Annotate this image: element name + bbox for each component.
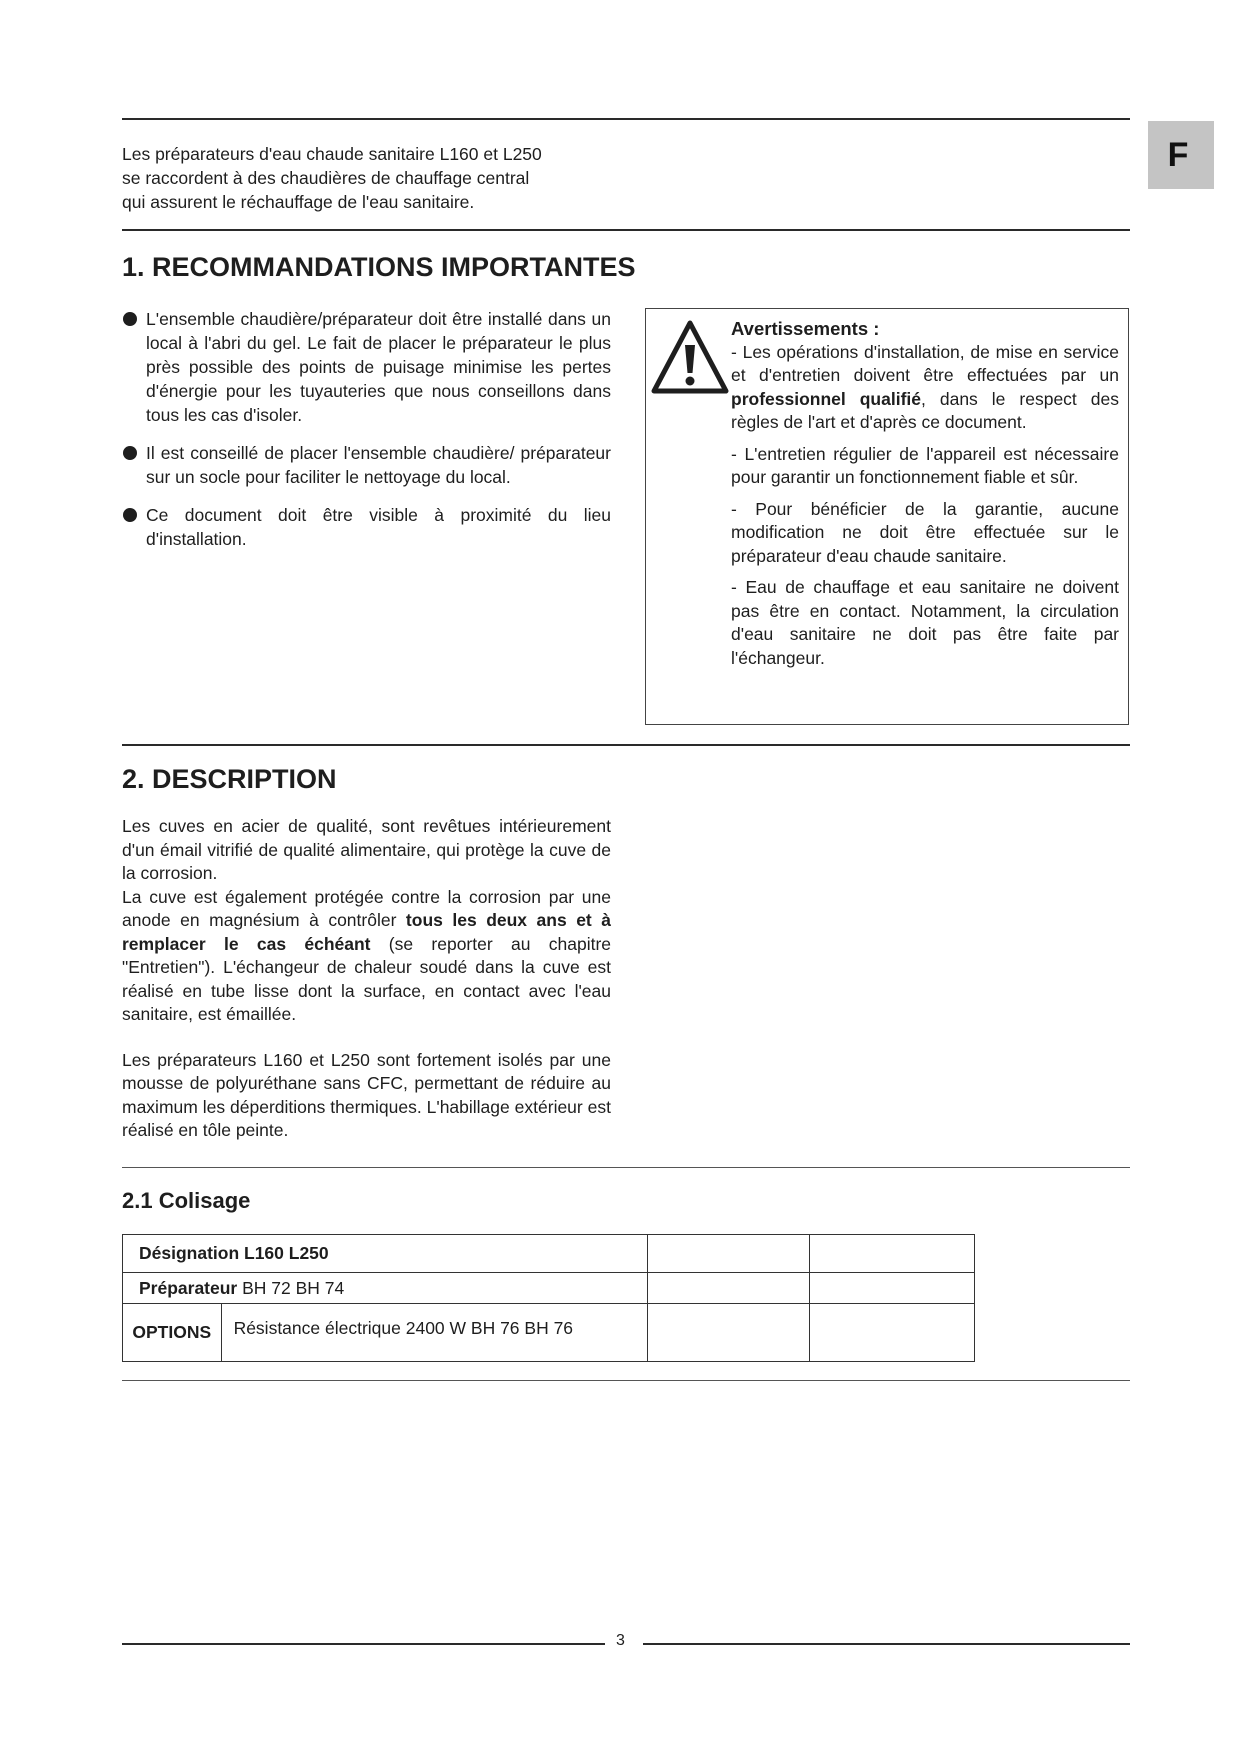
list-item: Ce document doit être visible à proximité du lieu d'installation. bbox=[122, 503, 611, 551]
list-item: Il est conseillé de placer l'ensemble chaudière/ préparateur sur un socle pour faciliter le nettoyage du local. bbox=[122, 441, 611, 489]
table-cell: OPTIONS bbox=[123, 1304, 222, 1362]
intro-line: se raccordent à des chaudières de chauffage central bbox=[122, 168, 530, 188]
table-cell bbox=[648, 1273, 810, 1304]
intro-text bbox=[122, 142, 622, 214]
warning-box bbox=[645, 308, 1129, 725]
section1-heading: 1. RECOMMANDATIONS IMPORTANTES bbox=[122, 252, 636, 282]
warning-text bbox=[731, 317, 1119, 678]
table-cell: Désignation L160 L250 bbox=[123, 1235, 648, 1273]
section2-rule bbox=[122, 744, 1130, 746]
table-cell bbox=[810, 1235, 975, 1273]
table-row bbox=[123, 1235, 975, 1273]
description-paragraph: La cuve est également protégée contre la corrosion par une anode en magnésium à contrôler tous les deux ans et à remplacer le cas échéant (se reporter au chapitre "Entretien"). L'échangeur de chaleur soudé dans la cuve est réalisé en tube lisse dont la surface, en contact avec l'eau sanitaire, est émaillée. bbox=[122, 886, 611, 1024]
page-number: 3 bbox=[616, 1632, 625, 1649]
section2-heading: 2. DESCRIPTION bbox=[122, 764, 337, 794]
table-cell bbox=[810, 1273, 975, 1304]
description-paragraph: Les cuves en acier de qualité, sont revêtues intérieurement d'un émail vitrifié de qualité alimentaire, qui protège la cuve de la corrosion. bbox=[122, 816, 611, 883]
colisage-table bbox=[122, 1234, 975, 1362]
language-tab: F bbox=[1148, 121, 1214, 189]
section1-rule bbox=[122, 229, 1130, 231]
table-cell: Résistance électrique 2400 W BH 76 BH 76 bbox=[221, 1304, 647, 1362]
description-paragraph: Les préparateurs L160 et L250 sont fortement isolés par une mousse de polyuréthane sans CFC, permettant de réduire au maximum les déperditions thermiques. L'habillage extérieur est réalisé en tôle peinte. bbox=[122, 1049, 611, 1140]
list-item: L'ensemble chaudière/préparateur doit être installé dans un local à l'abri du gel. Le fait de placer le préparateur le plus près possible des points de puisage minimise les pertes d'énergie pour les tuyauteries que nous conseillons dans tous les cas d'isoler. bbox=[122, 307, 611, 427]
bullet-icon bbox=[123, 446, 137, 460]
warning-paragraph: - Pour bénéficier de la garantie, aucune modification ne doit être effectuée sur le préparateur d'eau chaude sanitaire. bbox=[731, 498, 1119, 566]
section21-rule bbox=[122, 1167, 1130, 1168]
bullet-icon bbox=[123, 312, 137, 326]
warning-title: Avertissements : bbox=[731, 318, 880, 339]
table-cell bbox=[648, 1235, 810, 1273]
warning-paragraph: - L'entretien régulier de l'appareil est nécessaire pour garantir un fonctionnement fiable et sûr. bbox=[731, 443, 1119, 487]
table-row bbox=[123, 1304, 975, 1362]
table-row bbox=[123, 1273, 975, 1304]
section21-heading: 2.1 Colisage bbox=[122, 1188, 251, 1213]
recommendations-list bbox=[122, 307, 611, 565]
top-rule bbox=[122, 118, 1130, 120]
bottom-rule bbox=[122, 1380, 1130, 1381]
intro-line: qui assurent le réchauffage de l'eau sanitaire. bbox=[122, 192, 475, 212]
table-cell bbox=[648, 1304, 810, 1362]
description-text bbox=[122, 815, 611, 1143]
table-cell: Préparateur BH 72 BH 74 bbox=[123, 1273, 648, 1304]
bullet-icon bbox=[123, 508, 137, 522]
warning-paragraph: - Eau de chauffage et eau sanitaire ne doivent pas être en contact. Notamment, la circulation d'eau sanitaire ne doit pas être faite par l'échangeur. bbox=[731, 577, 1119, 668]
warning-triangle-icon bbox=[650, 317, 730, 397]
warning-paragraph: - Les opérations d'installation, de mise en service et d'entretien doivent être effectuées par un professionnel qualifié, dans le respect des règles de l'art et d'après ce document. bbox=[731, 341, 1119, 432]
intro-line: Les préparateurs d'eau chaude sanitaire L160 et L250 bbox=[122, 144, 542, 164]
table-cell bbox=[810, 1304, 975, 1362]
